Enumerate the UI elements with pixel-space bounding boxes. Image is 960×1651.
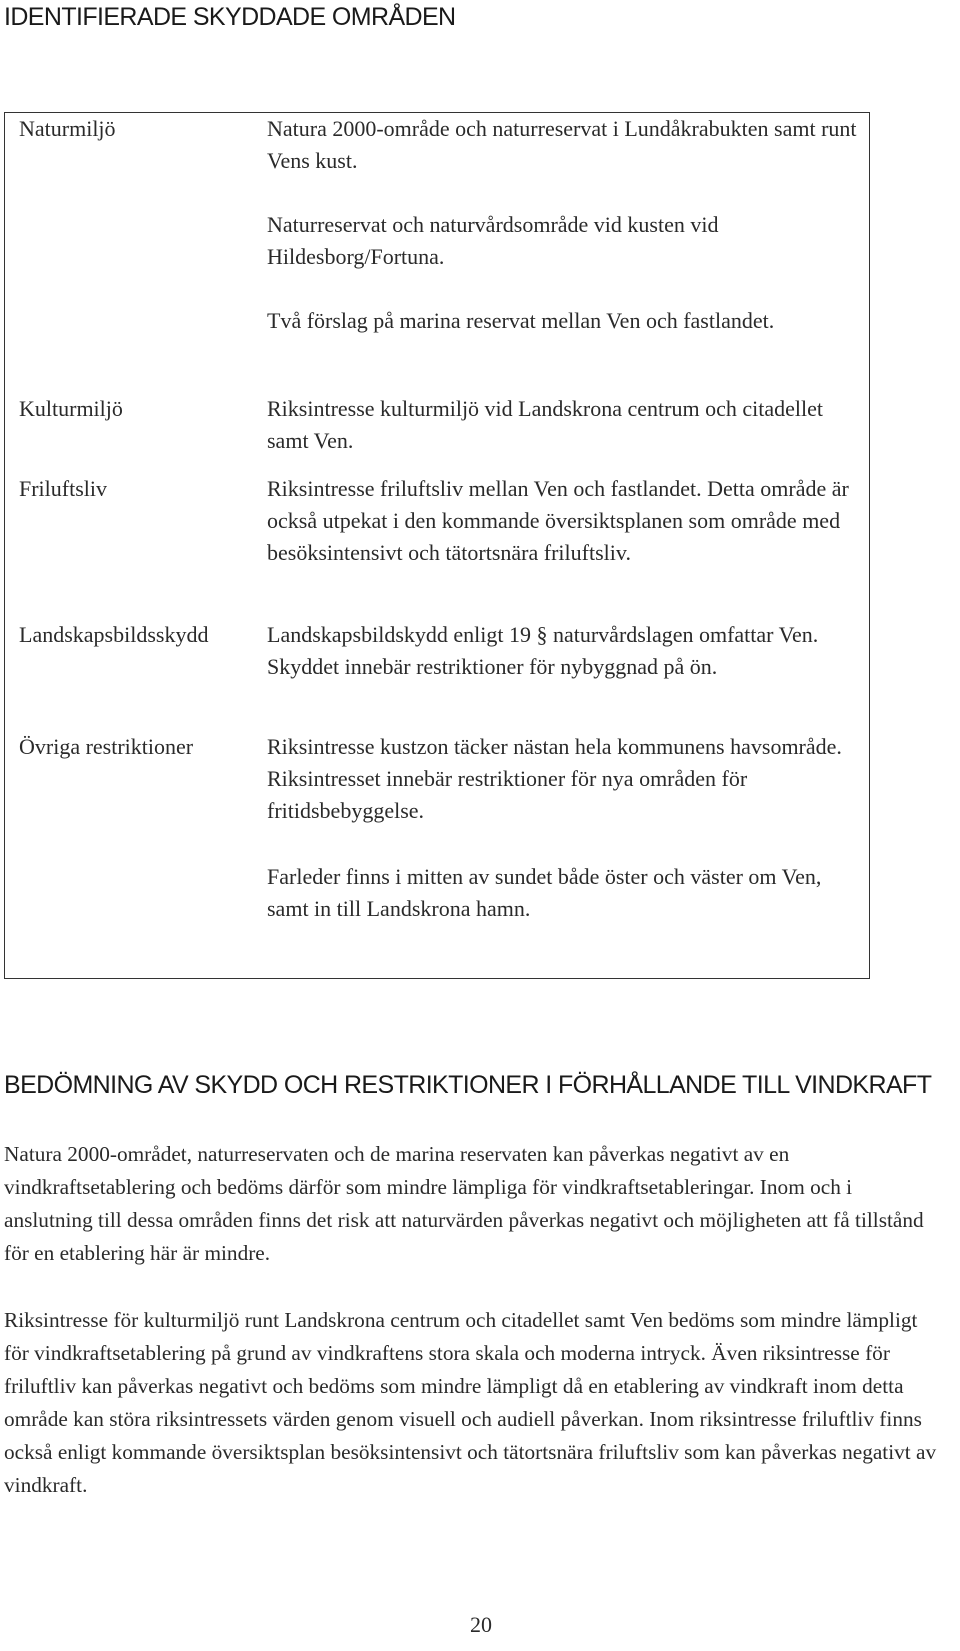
row-desc-naturmiljo-2: Naturreservat och naturvårdsområde vid kusten vid Hildesborg/Fortuna. (267, 212, 719, 269)
row-desc-naturmiljo-1: Natura 2000-område och naturreservat i Lundåkrabukten samt runt Vens kust. (267, 116, 857, 173)
protected-areas-table (4, 112, 870, 979)
row-label-landskapsbildsskydd: Landskapsbildsskydd (19, 622, 209, 647)
row-label-ovriga-restriktioner: Övriga restriktioner (19, 734, 194, 759)
row-label-friluftsliv: Friluftsliv (19, 476, 108, 501)
row-desc-ovriga-restriktioner-2: Farleder finns i mitten av sundet både öster och väster om Ven, samt in till Landskrona hamn. (267, 864, 822, 921)
row-desc-naturmiljo-3: Två förslag på marina reservat mellan Ven och fastlandet. (267, 308, 775, 333)
section-heading-protected-areas: IDENTIFIERADE SKYDDADE OMRÅDEN (4, 3, 456, 31)
row-desc-ovriga-restriktioner-1: Riksintresse kustzon täcker nästan hela kommunens havsområde. Riksintresset innebär restriktioner för nya områden för fritidsbebyggelse. (267, 734, 842, 823)
row-desc-landskapsbildsskydd: Landskapsbildskydd enligt 19 § naturvårdslagen omfattar Ven. Skyddet innebär restriktioner för nybyggnad på ön. (267, 622, 819, 679)
assessment-paragraph-1: Natura 2000-området, naturreservaten och de marina reservaten kan påverkas negativt av en vindkraftsetablering och bedöms därför som mindre lämpliga för vindkraftsetableringar. Inom och i anslutning till dessa områden finns det risk att naturvärden påverkas negativt och möjligheten att få tillstånd för en etablering här är mindre. (4, 1142, 924, 1265)
section-heading-assessment: BEDÖMNING AV SKYDD OCH RESTRIKTIONER I FÖRHÅLLANDE TILL VINDKRAFT (4, 1071, 932, 1099)
page-number: 20 (470, 1612, 492, 1637)
assessment-paragraph-2: Riksintresse för kulturmiljö runt Landskrona centrum och citadellet samt Ven bedöms som mindre lämpligt för vindkraftsetablering på grund av vindkraftens stora skala och moderna intryck. Även riksintresse för friluftliv kan påverkas negativt och bedöms som mindre lämpligt då en etablering av vindkraft inom detta område kan störa riksintressets värden genom visuell och audiell påverkan. Inom riksintresse friluftliv finns också enligt kommande översiktsplan besöksintensivt och tätortsnära friluftsliv som kan påverkas negativt av vindkraft. (4, 1308, 937, 1497)
row-desc-kulturmiljo: Riksintresse kulturmiljö vid Landskrona centrum och citadellet samt Ven. (267, 396, 823, 453)
row-desc-friluftsliv: Riksintresse friluftsliv mellan Ven och fastlandet. Detta område är också utpekat i den kommande översiktsplanen som område med besöksintensivt och tätortsnära friluftsliv. (267, 476, 849, 565)
row-label-naturmiljo: Naturmiljö (19, 116, 116, 141)
row-label-kulturmiljo: Kulturmiljö (19, 396, 123, 421)
